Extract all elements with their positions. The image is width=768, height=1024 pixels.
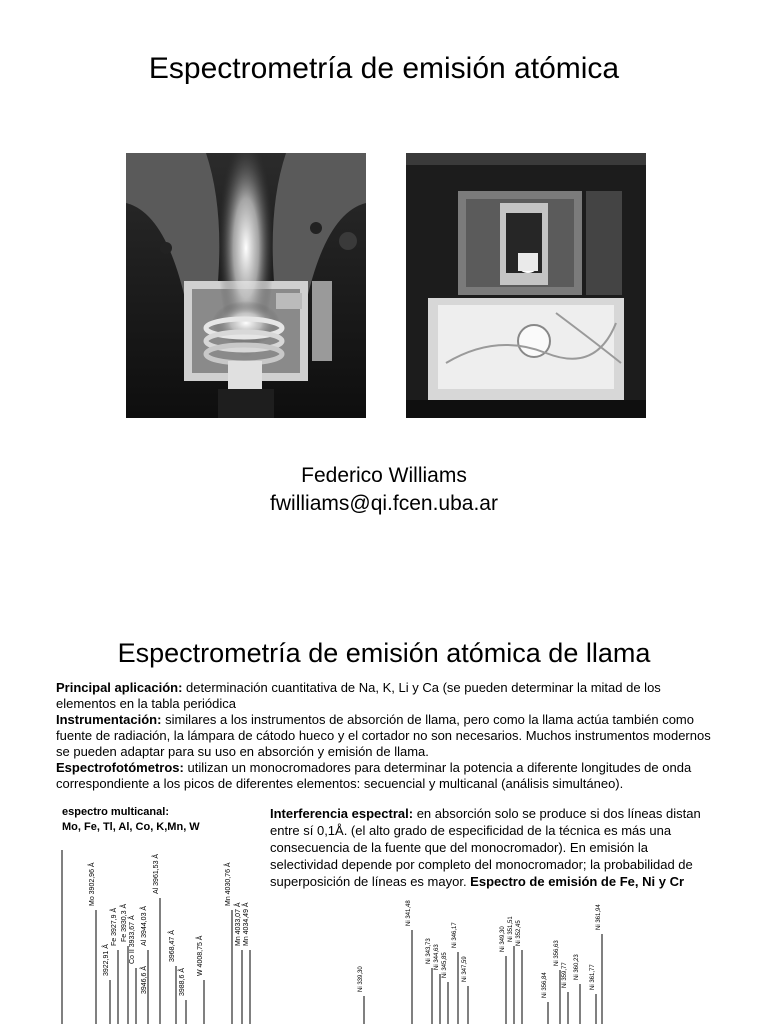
plasma-torch-photo (126, 153, 366, 418)
spectrum-line-label: Ni 351,51 (508, 916, 514, 942)
spectrum-line-label: Ni 343,73 (426, 938, 432, 964)
spectrum-line-label: Ni 356,63 (554, 940, 560, 966)
espectro-text: utilizan un monocromadores para determinar la potencia a diferente longitudes de onda correspondiente a los picos de diferentes elementos: secuencial y multicanal (análisis simultáneo). (56, 760, 692, 791)
emission-instrument-photo (406, 153, 646, 418)
spectrum-line-label: Mn 4033,07 Å (235, 902, 242, 946)
spectrum-line-label: Ni 361,77 (590, 964, 596, 990)
spectrum-line-label: 3988,6 Å (179, 967, 186, 996)
spectrum-line-label: Ni 356,84 (542, 972, 548, 998)
spectrum-line-label: Ni 341,48 (406, 900, 412, 926)
spectrum-line-label: Mn 4030,76 Å (225, 862, 232, 906)
spectrum-line-label: Fe 3927,9 Å (111, 907, 118, 946)
intro-paragraph (56, 680, 716, 792)
multicanal-elements: Mo, Fe, Tl, Al, Co, K,Mn, W (62, 821, 200, 833)
spectrum-line-label: 3968,47 Å (169, 930, 176, 962)
spectrum-line-label: Ni 345,85 (442, 952, 448, 978)
spectrum-line-label: Ni 347,59 (462, 956, 468, 982)
spectrum-line-label: W 4008,75 Å (197, 935, 204, 976)
fe-ni-cr-spectrum (340, 888, 620, 1024)
spectrum-line-label: Ni 346,17 (452, 922, 458, 948)
spectrum-line-label: Ni 344,63 (434, 944, 440, 970)
spectrum-line-label: Ni 349,30 (500, 926, 506, 952)
spectrum-line-label: 3946,6 Å (141, 965, 148, 994)
principal-label: Principal aplicación: (56, 680, 183, 695)
spectrum-line-label: Ni 359,77 (562, 962, 568, 988)
slide2-title: Espectrometría de emisión atómica de llama (117, 638, 651, 668)
spectrum-line-label: 3922,91 Å (103, 944, 110, 976)
multicanal-header (62, 805, 200, 835)
spectrum-line-label: Co II 3933,67 Å (129, 915, 136, 964)
spectrum-line-label: Mo 3902,96 Å (89, 862, 96, 906)
slide1-title: Espectrometría de emisión atómica (148, 52, 620, 85)
interference-paragraph (270, 805, 715, 890)
multicanal-title: espectro multicanal: (62, 806, 169, 818)
spectrum-line-label: Ni 360,23 (574, 954, 580, 980)
author-email[interactable]: fwilliams@qi.fcen.uba.ar (270, 492, 498, 515)
spectrum-line-label: Mn 4034,49 Å (243, 902, 250, 946)
interf-bold-end: Espectro de emisión de Fe, Ni y Cr (470, 874, 685, 889)
interf-text: en absorción solo se produce si dos líneas distan entre sí 0,1Å. (el alto grado de especificidad de la técnica es más una consecuencia de la fuente que del monocromador). En emisión la selectividad depende por completo del monocromador; la probabilidad de superposición de líneas es mayor. (270, 806, 701, 889)
spectrum-line-label: Fe 3930,3 Å (121, 903, 128, 942)
author-name: Federico Williams (301, 464, 467, 487)
principal-text: determinación cuantitativa de Na, K, Li y Ca (se pueden determinar la mitad de los elementos en la tabla periódica (56, 680, 661, 711)
spectrum-line-label: Al 3961,53 Å (153, 853, 160, 894)
instr-label: Instrumentación: (56, 712, 162, 727)
instr-text: similares a los instrumentos de absorción de llama, pero como la llama actúa también como fuente de radiación, la lámpara de cátodo hueco y el cortador no son necesarios. Muchos instrumentos modernos se pueden adaptar para su uso en absorción y emisión de llama. (56, 712, 711, 759)
spectrum-line-label: Ni 339,30 (358, 966, 364, 992)
spectrum-line-label: Al 3944,03 Å (141, 905, 148, 946)
espectro-label: Espectrofotómetros: (56, 760, 184, 775)
spectrum-line-label: Ni 361,94 (596, 904, 602, 930)
multicanal-spectrum (56, 840, 266, 1024)
spectrum-line-label: Ni 352,45 (516, 920, 522, 946)
interf-label: Interferencia espectral: (270, 806, 414, 821)
